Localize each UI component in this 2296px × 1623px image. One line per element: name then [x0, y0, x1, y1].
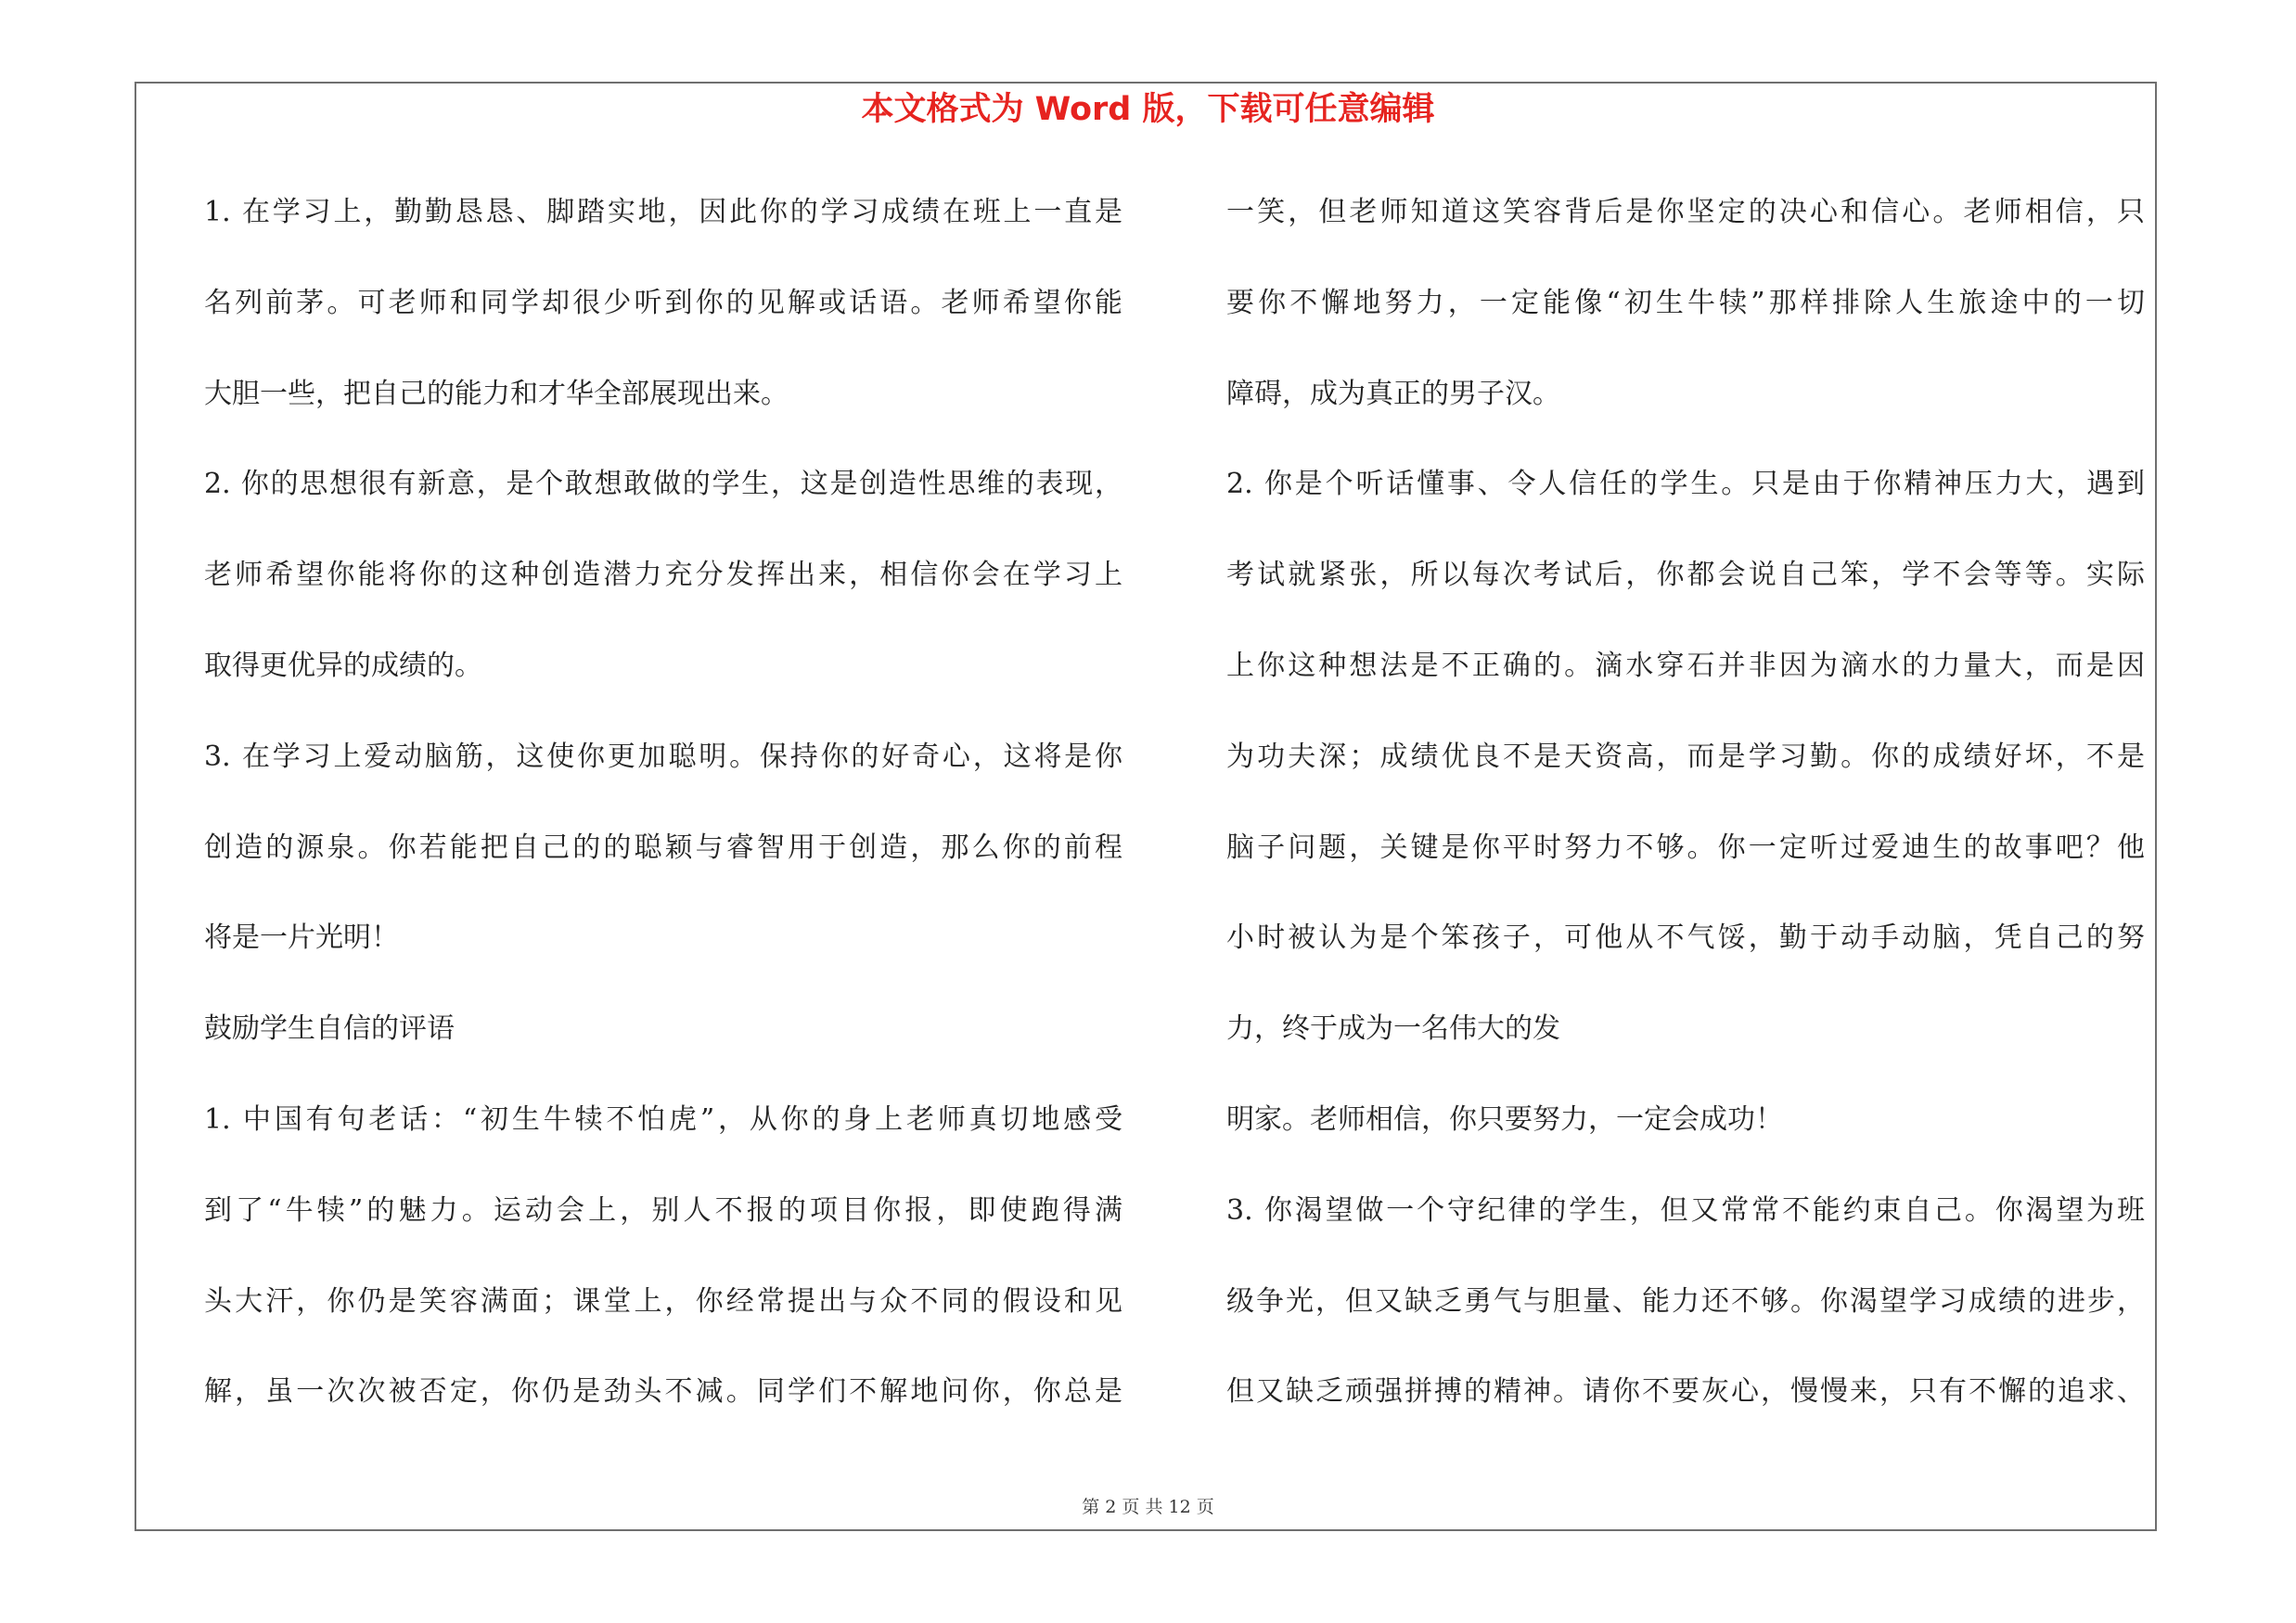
text-line: 到了“牛犊”的魅力。运动会上，别人不报的项目你报，即使跑得满	[204, 1193, 1122, 1227]
text-line: 将是一片光明！	[204, 921, 399, 955]
text-line: 但又缺乏顽强拼搏的精神。请你不要灰心，慢慢来，只有不懈的追求、	[1226, 1375, 2145, 1409]
text-line: 取得更优异的成绩的。	[204, 649, 482, 682]
text-line: 1. 在学习上，勤勤恳恳、脚踏实地，因此你的学习成绩在班上一直是	[204, 196, 1122, 228]
text-line: 上你这种想法是不正确的。滴水穿石并非因为滴水的力量大，而是因	[1226, 649, 2145, 682]
text-line: 1. 中国有句老话：“初生牛犊不怕虎”，从你的身上老师真切地感受	[204, 1102, 1122, 1136]
text-line: 大胆一些，把自己的能力和才华全部展现出来。	[204, 377, 789, 410]
text-line: 创造的源泉。你若能把自己的的聪颖与睿智用于创造，那么你的前程	[204, 831, 1122, 864]
right-text-column	[1226, 184, 2145, 1454]
text-line: 为功夫深；成绩优良不是天资高，而是学习勤。你的成绩好坏，不是	[1226, 740, 2145, 773]
text-line: 2. 你的思想很有新意，是个敢想敢做的学生，这是创造性思维的表现，	[204, 468, 1122, 501]
text-line: 障碍，成为真正的男子汉。	[1226, 377, 1560, 410]
page-number-footer: 第 2 页 共 12 页	[1082, 1497, 1214, 1517]
left-text-column	[204, 184, 1122, 1454]
text-line: 考试就紧张，所以每次考试后，你都会说自己笨，学不会等等。实际	[1226, 559, 2145, 592]
text-line: 3. 你渴望做一个守纪律的学生，但又常常不能约束自己。你渴望为班	[1226, 1193, 2145, 1227]
text-line: 级争光，但又缺乏勇气与胆量、能力还不够。你渴望学习成绩的进步，	[1226, 1284, 2145, 1318]
document-header-title: 本文格式为 Word 版，下载可任意编辑	[861, 91, 1435, 128]
text-line: 3. 在学习上爱动脑筋，这使你更加聪明。保持你的好奇心，这将是你	[204, 740, 1122, 773]
text-line: 名列前茅。可老师和同学却很少听到你的见解或话语。老师希望你能	[204, 286, 1122, 319]
text-line: 老师希望你能将你的这种创造潜力充分发挥出来，相信你会在学习上	[204, 559, 1122, 592]
text-line: 一笑，但老师知道这笑容背后是你坚定的决心和信心。老师相信，只	[1226, 196, 2145, 228]
text-line: 2. 你是个听话懂事、令人信任的学生。只是由于你精神压力大，遇到	[1226, 468, 2145, 501]
text-line: 头大汗，你仍是笑容满面；课堂上，你经常提出与众不同的假设和见	[204, 1284, 1122, 1318]
section-heading: 鼓励学生自信的评语	[204, 1012, 455, 1046]
text-line: 力，终于成为一名伟大的发	[1226, 1012, 1560, 1046]
text-line: 要你不懈地努力，一定能像“初生牛犊”那样排除人生旅途中的一切	[1226, 286, 2145, 319]
text-line: 解，虽一次次被否定，你仍是劲头不减。同学们不解地问你，你总是	[204, 1375, 1122, 1409]
text-line: 小时被认为是个笨孩子，可他从不气馁，勤于动手动脑，凭自己的努	[1226, 921, 2145, 955]
text-line: 明家。老师相信，你只要努力，一定会成功！	[1226, 1102, 1783, 1136]
text-line: 脑子问题，关键是你平时努力不够。你一定听过爱迪生的故事吧？他	[1226, 831, 2145, 864]
